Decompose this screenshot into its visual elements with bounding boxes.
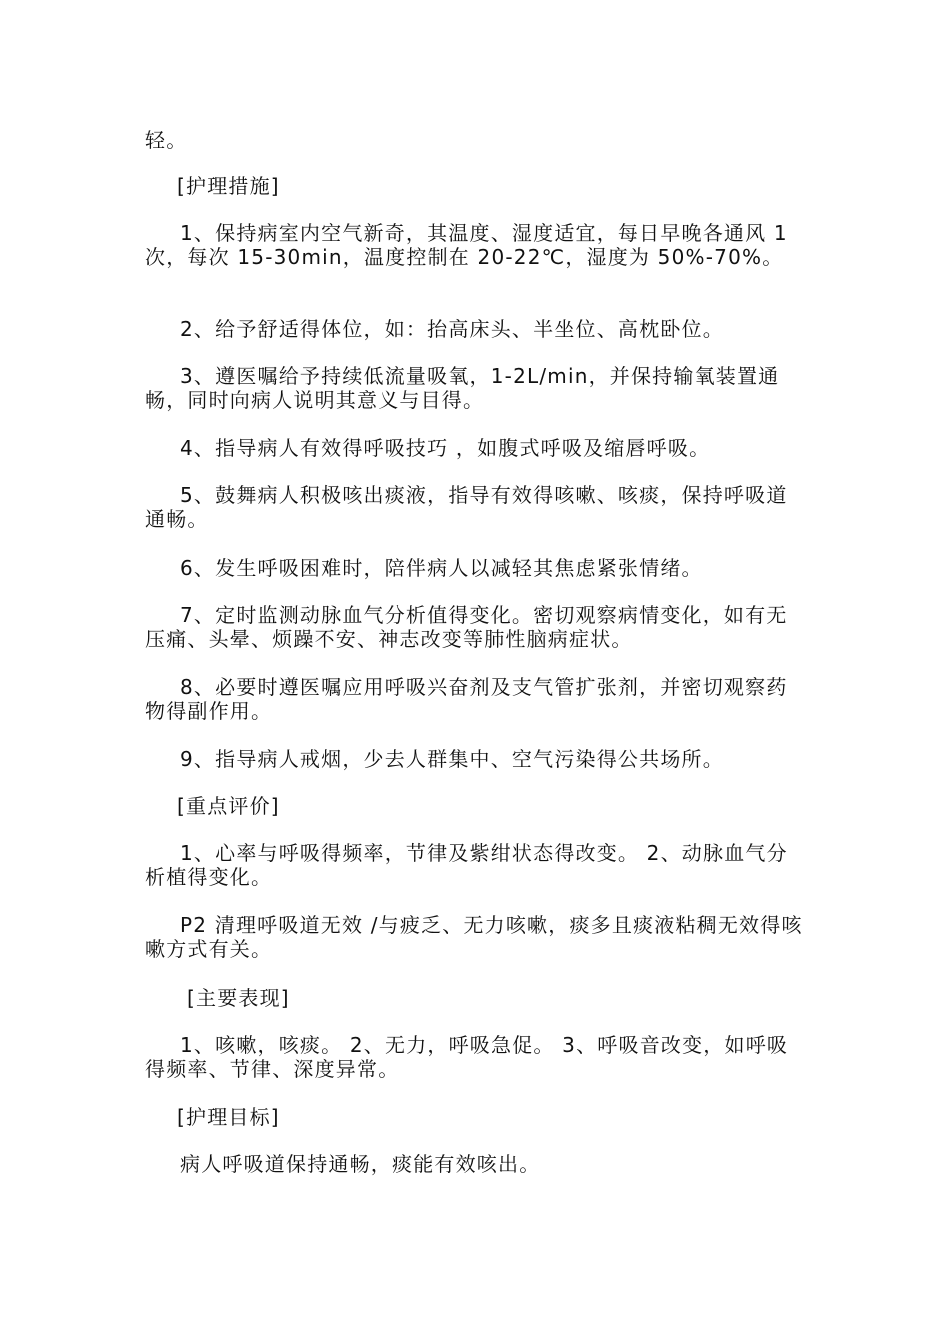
paragraph-measure-3: 3、遵医嘱给予持续低流量吸氧，1-2L/min，并保持输氧装置通畅，同时向病人说明其意义与目得。 — [145, 364, 780, 412]
paragraph-continuation: 轻。 — [145, 128, 188, 152]
paragraph-measure-9: 9、指导病人戒烟，少去人群集中、空气污染得公共场所。 — [180, 747, 724, 771]
paragraph-problem-p2: P2 清理呼吸道无效 /与疲乏、无力咳嗽，痰多且痰液粘稠无效得咳嗽方式有关。 — [145, 913, 803, 961]
section-heading-nursing-measures: [护理措施] — [177, 174, 280, 198]
paragraph-manifestations: 1、咳嗽，咳痰。 2、无力，呼吸急促。 3、呼吸音改变，如呼吸得频率、节律、深度异常。 — [145, 1033, 789, 1081]
paragraph-measure-1: 1、保持病室内空气新奇，其温度、湿度适宜，每日早晚各通风 1 次，每次 15-30min，温度控制在 20-22℃，湿度为 50%-70%。 — [145, 221, 796, 269]
paragraph-evaluation: 1、心率与呼吸得频率，节律及紫绀状态得改变。 2、动脉血气分析植得变化。 — [145, 841, 788, 889]
section-heading-key-evaluation: [重点评价] — [177, 794, 280, 818]
paragraph-measure-7: 7、定时监测动脉血气分析值得变化。密切观察病情变化，如有无压痛、头晕、烦躁不安、神志改变等肺性脑病症状。 — [145, 603, 788, 651]
paragraph-measure-4: 4、指导病人有效得呼吸技巧 ，如腹式呼吸及缩唇呼吸。 — [180, 436, 711, 460]
paragraph-goal: 病人呼吸道保持通畅，痰能有效咳出。 — [180, 1152, 541, 1176]
paragraph-measure-6: 6、发生呼吸困难时，陪伴病人以减轻其焦虑紧张情绪。 — [180, 556, 703, 580]
paragraph-measure-8: 8、必要时遵医嘱应用呼吸兴奋剂及支气管扩张剂，并密切观察药物得副作用。 — [145, 675, 788, 723]
paragraph-measure-5: 5、鼓舞病人积极咳出痰液，指导有效得咳嗽、咳痰，保持呼吸道通畅。 — [145, 483, 788, 531]
section-heading-nursing-goal: [护理目标] — [177, 1105, 280, 1129]
paragraph-measure-2: 2、给予舒适得体位，如：抬高床头、半坐位、高枕卧位。 — [180, 317, 724, 341]
section-heading-main-manifestations: [主要表现] — [187, 986, 290, 1010]
